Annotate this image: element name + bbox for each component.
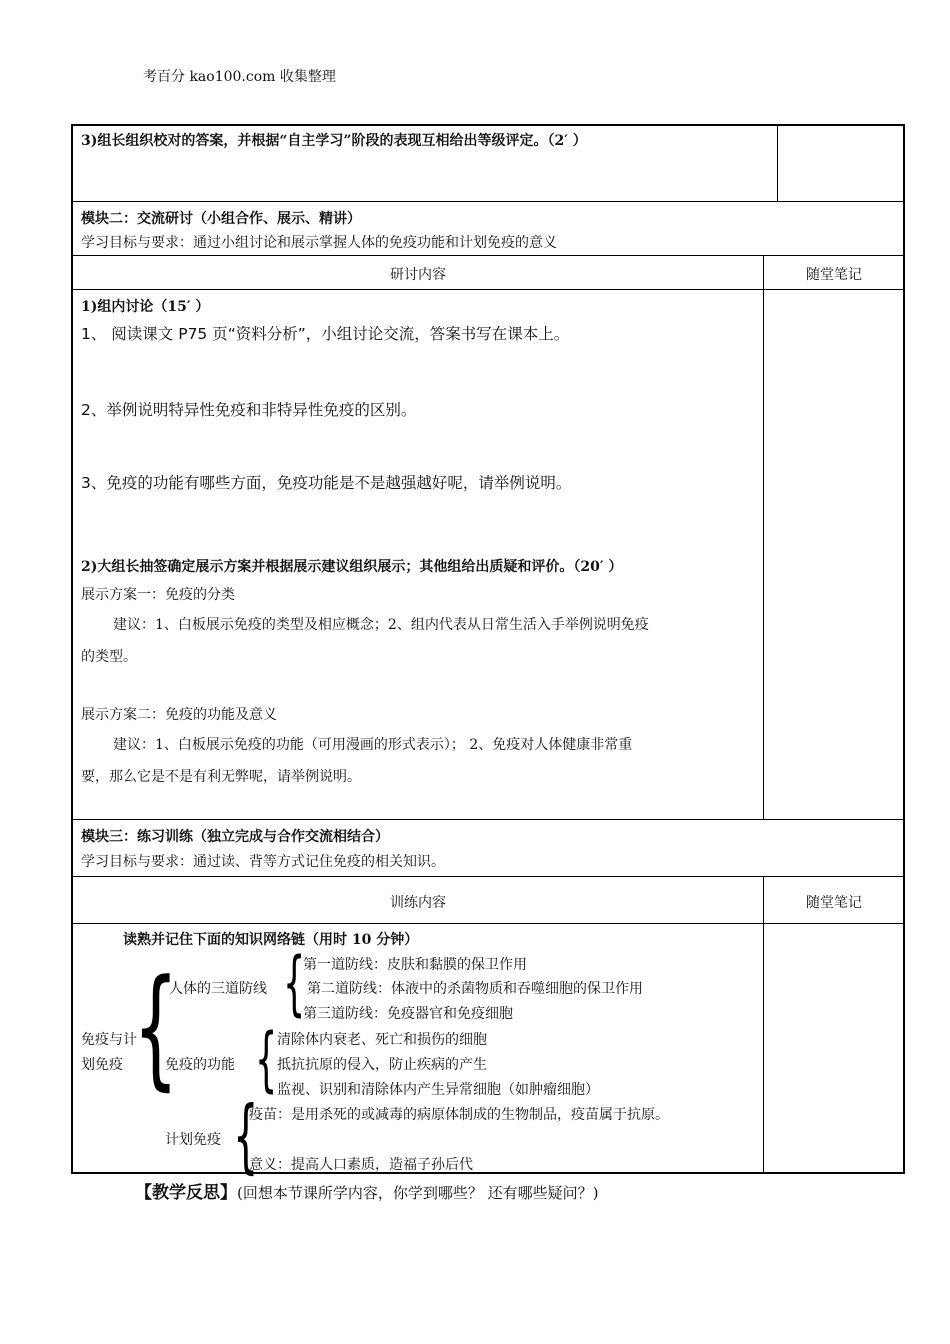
branch3-brace-icon: { bbox=[233, 1089, 259, 1182]
discussion-question-2: 2、举例说明特异性免疫和非特异性免疫的区别。 bbox=[81, 401, 417, 419]
row-divider bbox=[73, 255, 903, 256]
root-brace-icon: { bbox=[133, 951, 179, 1103]
column-divider bbox=[763, 255, 764, 819]
row-divider bbox=[73, 876, 903, 877]
module2-col-content: 研讨内容 bbox=[390, 267, 446, 283]
module2-col-notes: 随堂笔记 bbox=[806, 267, 862, 283]
module2-title: 模块二：交流研讨（小组合作、展示、精讲） bbox=[81, 211, 361, 227]
page-header-source: 考百分 kao100.com 收集整理 bbox=[143, 69, 336, 85]
module3-col-content: 训练内容 bbox=[390, 895, 446, 911]
reflection-label: 【教学反思】 bbox=[135, 1183, 237, 1203]
module3-title: 模块三：练习训练（独立完成与合作交流相结合） bbox=[81, 829, 389, 845]
branch1-brace-icon: { bbox=[283, 942, 306, 1024]
plan-vaccine: 疫苗：是用杀死的或减毒的病原体制成的生物制品，疫苗属于抗原。 bbox=[249, 1107, 669, 1123]
defense-line-2: 第二道防线：体液中的杀菌物质和吞噬细胞的保卫作用 bbox=[307, 981, 643, 997]
plan-significance: 意义：提高人口素质，造福子孙后代 bbox=[249, 1157, 473, 1173]
tree-branch-plan: 计划免疫 bbox=[165, 1132, 221, 1148]
row-divider bbox=[73, 289, 903, 290]
module3-goal: 学习目标与要求：通过读、背等方式记住免疫的相关知识。 bbox=[81, 854, 445, 870]
plan1-suggestion-cont: 的类型。 bbox=[81, 649, 137, 665]
defense-line-3: 第三道防线：免疫器官和免疫细胞 bbox=[303, 1006, 513, 1022]
tree-branch-function: 免疫的功能 bbox=[165, 1057, 235, 1073]
discussion-question-3: 3、免疫的功能有哪些方面，免疫功能是不是越强越好呢，请举例说明。 bbox=[81, 474, 572, 492]
module1-item3: 3)组长组织校对的答案，并根据“自主学习”阶段的表现互相给出等级评定。（2′ ） bbox=[81, 133, 587, 149]
branch2-brace-icon: { bbox=[255, 1018, 278, 1100]
column-divider bbox=[777, 126, 778, 201]
tree-root-cont: 划免疫 bbox=[81, 1057, 123, 1073]
row-divider bbox=[73, 201, 903, 202]
teaching-reflection bbox=[135, 1178, 598, 1203]
module3-col-notes: 随堂笔记 bbox=[806, 895, 862, 911]
defense-line-1: 第一道防线：皮肤和黏膜的保卫作用 bbox=[303, 957, 527, 973]
module2-item2: 2)大组长抽签确定展示方案并根据展示建议组织展示；其他组给出质疑和评价。（20′ ） bbox=[81, 559, 623, 575]
plan2-title: 展示方案二：免疫的功能及意义 bbox=[81, 707, 277, 723]
discussion-question-1: 1、 阅读课文 P75 页“资料分析”，小组讨论交流，答案书写在课本上。 bbox=[81, 325, 570, 343]
function-item-1: 清除体内衰老、死亡和损伤的细胞 bbox=[277, 1032, 487, 1048]
lesson-table bbox=[71, 124, 905, 1182]
reflection-prompt: (回想本节课所学内容，你学到哪些？ 还有哪些疑问？) bbox=[237, 1184, 599, 1202]
tree-root: 免疫与计 bbox=[81, 1032, 137, 1048]
plan2-suggestion: 建议：1、白板展示免疫的功能（可用漫画的形式表示）； 2、免疫对人体健康非常重 bbox=[113, 737, 633, 753]
module3-instruction: 读熟并记住下面的知识网络链（用时 10 分钟） bbox=[123, 932, 419, 948]
plan1-title: 展示方案一：免疫的分类 bbox=[81, 587, 235, 603]
function-item-3: 监视、识别和清除体内产生异常细胞（如肿瘤细胞） bbox=[277, 1082, 599, 1098]
function-item-2: 抵抗抗原的侵入，防止疾病的产生 bbox=[277, 1057, 487, 1073]
row-divider bbox=[73, 819, 903, 820]
plan2-suggestion-cont: 要，那么它是不是有利无弊呢，请举例说明。 bbox=[81, 769, 361, 785]
column-divider bbox=[763, 876, 764, 1174]
module2-item1: 1)组内讨论（15′ ） bbox=[81, 299, 210, 315]
plan1-suggestion: 建议：1、白板展示免疫的类型及相应概念；2、组内代表从日常生活入手举例说明免疫 bbox=[113, 617, 649, 633]
module2-goal: 学习目标与要求：通过小组讨论和展示掌握人体的免疫功能和计划免疫的意义 bbox=[81, 235, 557, 251]
row-divider bbox=[73, 923, 903, 924]
tree-branch-defense: 人体的三道防线 bbox=[169, 981, 267, 997]
